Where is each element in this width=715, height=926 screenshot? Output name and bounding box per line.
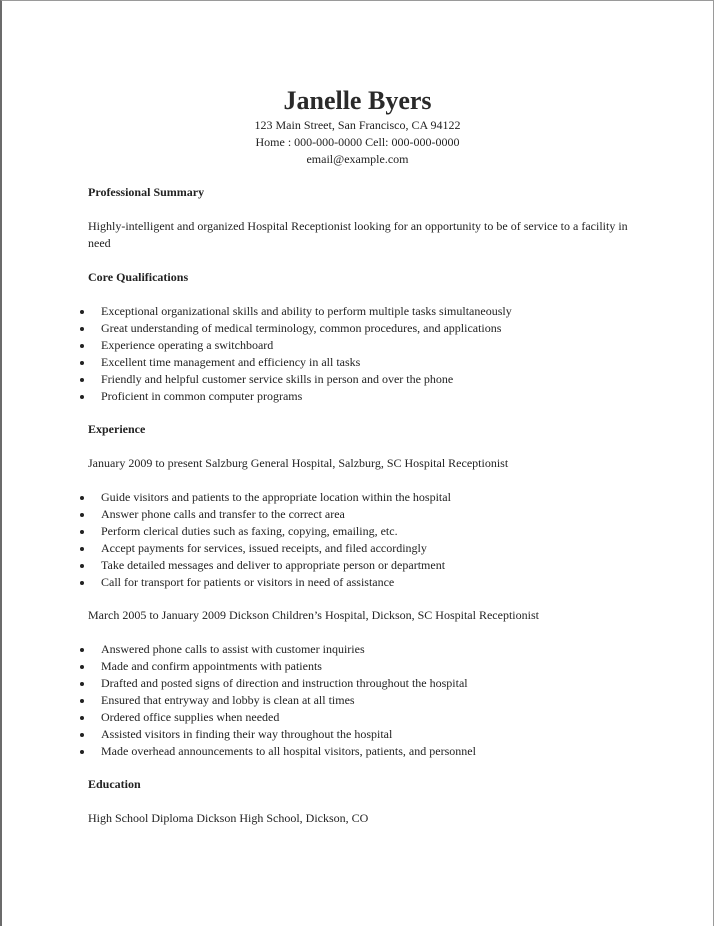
list-item: Made and confirm appointments with patients <box>78 658 476 675</box>
list-item: Excellent time management and efficiency in all tasks <box>78 354 512 371</box>
job-heading: January 2009 to present Salzburg General Hospital, Salzburg, SC Hospital Receptionist <box>88 456 509 470</box>
list-item: Accept payments for services, issued receipts, and filed accordingly <box>78 540 451 557</box>
phone-numbers: Home : 000-000-0000 Cell: 000-000-0000 <box>255 135 460 149</box>
list-item: Friendly and helpful customer service skills in person and over the phone <box>78 371 512 388</box>
job-duties-list <box>78 489 451 591</box>
resume-header <box>2 85 713 168</box>
list-item: Ensured that entryway and lobby is clean at all times <box>78 692 476 709</box>
email: email@example.com <box>306 152 409 166</box>
list-item: Great understanding of medical terminology, common procedures, and applications <box>78 320 512 337</box>
list-item: Proficient in common computer programs <box>78 388 512 405</box>
list-item: Exceptional organizational skills and ability to perform multiple tasks simultaneously <box>78 303 512 320</box>
list-item: Made overhead announcements to all hospital visitors, patients, and personnel <box>78 743 476 760</box>
address: 123 Main Street, San Francisco, CA 94122 <box>254 118 461 132</box>
list-item: Assisted visitors in finding their way throughout the hospital <box>78 726 476 743</box>
education-text: High School Diploma Dickson High School, Dickson, CO <box>88 811 369 825</box>
summary-text: Highly-intelligent and organized Hospital Receptionist looking for an opportunity to be of service to a facility in need <box>88 219 628 250</box>
list-item: Drafted and posted signs of direction and instruction throughout the hospital <box>78 675 476 692</box>
job-heading: March 2005 to January 2009 Dickson Children’s Hospital, Dickson, SC Hospital Receptionist <box>88 608 539 622</box>
section-title-education: Education <box>88 777 141 791</box>
candidate-name: Janelle Byers <box>283 86 432 115</box>
list-item: Guide visitors and patients to the appropriate location within the hospital <box>78 489 451 506</box>
job-duties-list <box>78 641 476 760</box>
section-title-summary: Professional Summary <box>88 185 205 199</box>
list-item: Perform clerical duties such as faxing, copying, emailing, etc. <box>78 523 451 540</box>
qualifications-list <box>78 303 512 405</box>
section-title-qualifications: Core Qualifications <box>88 270 189 284</box>
list-item: Answered phone calls to assist with customer inquiries <box>78 641 476 658</box>
list-item: Take detailed messages and deliver to appropriate person or department <box>78 557 451 574</box>
list-item: Ordered office supplies when needed <box>78 709 476 726</box>
list-item: Answer phone calls and transfer to the correct area <box>78 506 451 523</box>
list-item: Experience operating a switchboard <box>78 337 512 354</box>
list-item: Call for transport for patients or visitors in need of assistance <box>78 574 451 591</box>
section-title-experience: Experience <box>88 422 146 436</box>
